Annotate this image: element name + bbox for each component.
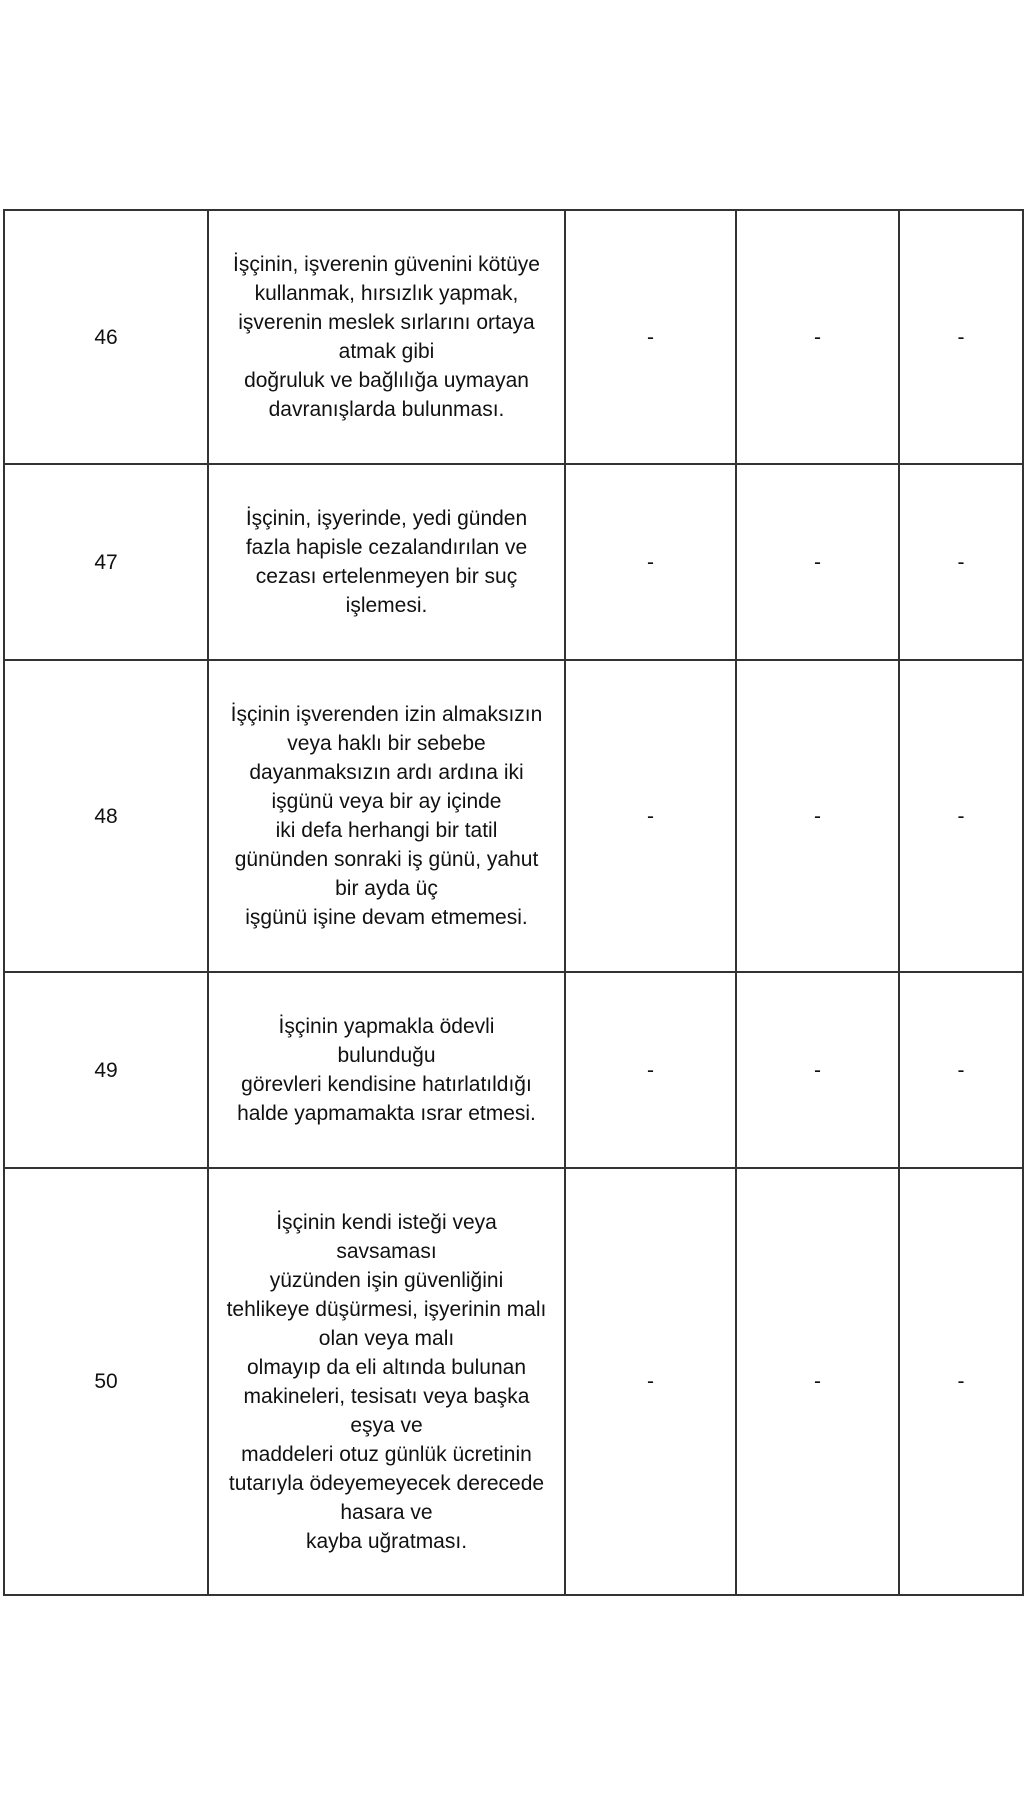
description-line: işgünü işine devam etmemesi. — [245, 906, 528, 929]
description-line: işlemesi. — [345, 594, 428, 617]
table-cell: - — [565, 660, 736, 972]
table-cell: - — [736, 1168, 899, 1595]
row-description — [208, 464, 565, 660]
document-page — [3, 209, 1022, 1596]
table-cell: - — [565, 210, 736, 464]
description-line: görevleri kendisine hatırlatıldığı — [241, 1073, 532, 1096]
description-line: fazla hapisle cezalandırılan ve — [245, 536, 528, 559]
offense-table — [3, 209, 1024, 1596]
description-line: gününden sonraki iş günü, yahut — [234, 848, 539, 871]
description-line: kullanmak, hırsızlık yapmak, — [254, 282, 519, 305]
table-cell: - — [899, 464, 1023, 660]
row-number: 48 — [4, 660, 208, 972]
description-line: savsaması — [336, 1239, 437, 1263]
table-cell: - — [736, 210, 899, 464]
table-row — [4, 660, 1023, 972]
table-cell: - — [899, 210, 1023, 464]
description-line: dayanmaksızın ardı ardına iki — [249, 761, 524, 784]
row-description — [208, 972, 565, 1168]
table-cell: - — [736, 660, 899, 972]
description-line: İşçinin işverenden izin almaksızın — [230, 703, 543, 726]
description-line: İşçinin, işyerinde, yedi günden — [245, 507, 528, 530]
description-line: İşçinin kendi isteği veya — [276, 1210, 497, 1234]
table-row — [4, 464, 1023, 660]
table-cell: - — [736, 972, 899, 1168]
description-line: makineleri, tesisatı veya başka — [243, 1384, 530, 1408]
description-line: cezası ertelenmeyen bir suç — [255, 565, 518, 588]
description-line: kayba uğratması. — [305, 1529, 468, 1553]
table-row — [4, 1168, 1023, 1595]
description-line: olmayıp da eli altında bulunan — [246, 1355, 527, 1379]
description-line: tutarıyla ödeyemeyecek derecede — [228, 1471, 545, 1495]
table-cell: - — [565, 464, 736, 660]
table-cell: - — [899, 972, 1023, 1168]
description-line: tehlikeye düşürmesi, işyerinin malı — [226, 1297, 547, 1321]
description-line: işgünü veya bir ay içinde — [271, 790, 502, 813]
table-cell: - — [736, 464, 899, 660]
table-row — [4, 972, 1023, 1168]
row-number: 49 — [4, 972, 208, 1168]
table-cell: - — [899, 1168, 1023, 1595]
description-line: İşçinin yapmakla ödevli — [278, 1015, 495, 1038]
description-line: doğruluk ve bağlılığa uymayan — [244, 369, 529, 392]
description-line: bulunduğu — [337, 1044, 436, 1067]
row-description — [208, 1168, 565, 1595]
description-line: işverenin meslek sırlarını ortaya — [238, 311, 535, 334]
description-line: bir ayda üç — [335, 877, 438, 900]
row-number: 50 — [4, 1168, 208, 1595]
table-cell: - — [565, 1168, 736, 1595]
description-line: atmak gibi — [338, 340, 435, 363]
row-number: 46 — [4, 210, 208, 464]
description-line: veya haklı bir sebebe — [287, 732, 486, 755]
description-line: iki defa herhangi bir tatil — [275, 819, 498, 842]
description-line: yüzünden işin güvenliğini — [269, 1268, 504, 1292]
description-line: eşya ve — [350, 1413, 423, 1437]
description-line: hasara ve — [340, 1500, 433, 1524]
table-cell: - — [565, 972, 736, 1168]
row-description — [208, 660, 565, 972]
description-line: halde yapmamakta ısrar etmesi. — [237, 1102, 536, 1125]
table-cell: - — [899, 660, 1023, 972]
table-row — [4, 210, 1023, 464]
description-line: davranışlarda bulunması. — [268, 398, 505, 421]
row-description — [208, 210, 565, 464]
description-line: maddeleri otuz günlük ücretinin — [241, 1442, 532, 1466]
row-number: 47 — [4, 464, 208, 660]
description-line: olan veya malı — [318, 1326, 455, 1350]
description-line: İşçinin, işverenin güvenini kötüye — [232, 253, 540, 276]
